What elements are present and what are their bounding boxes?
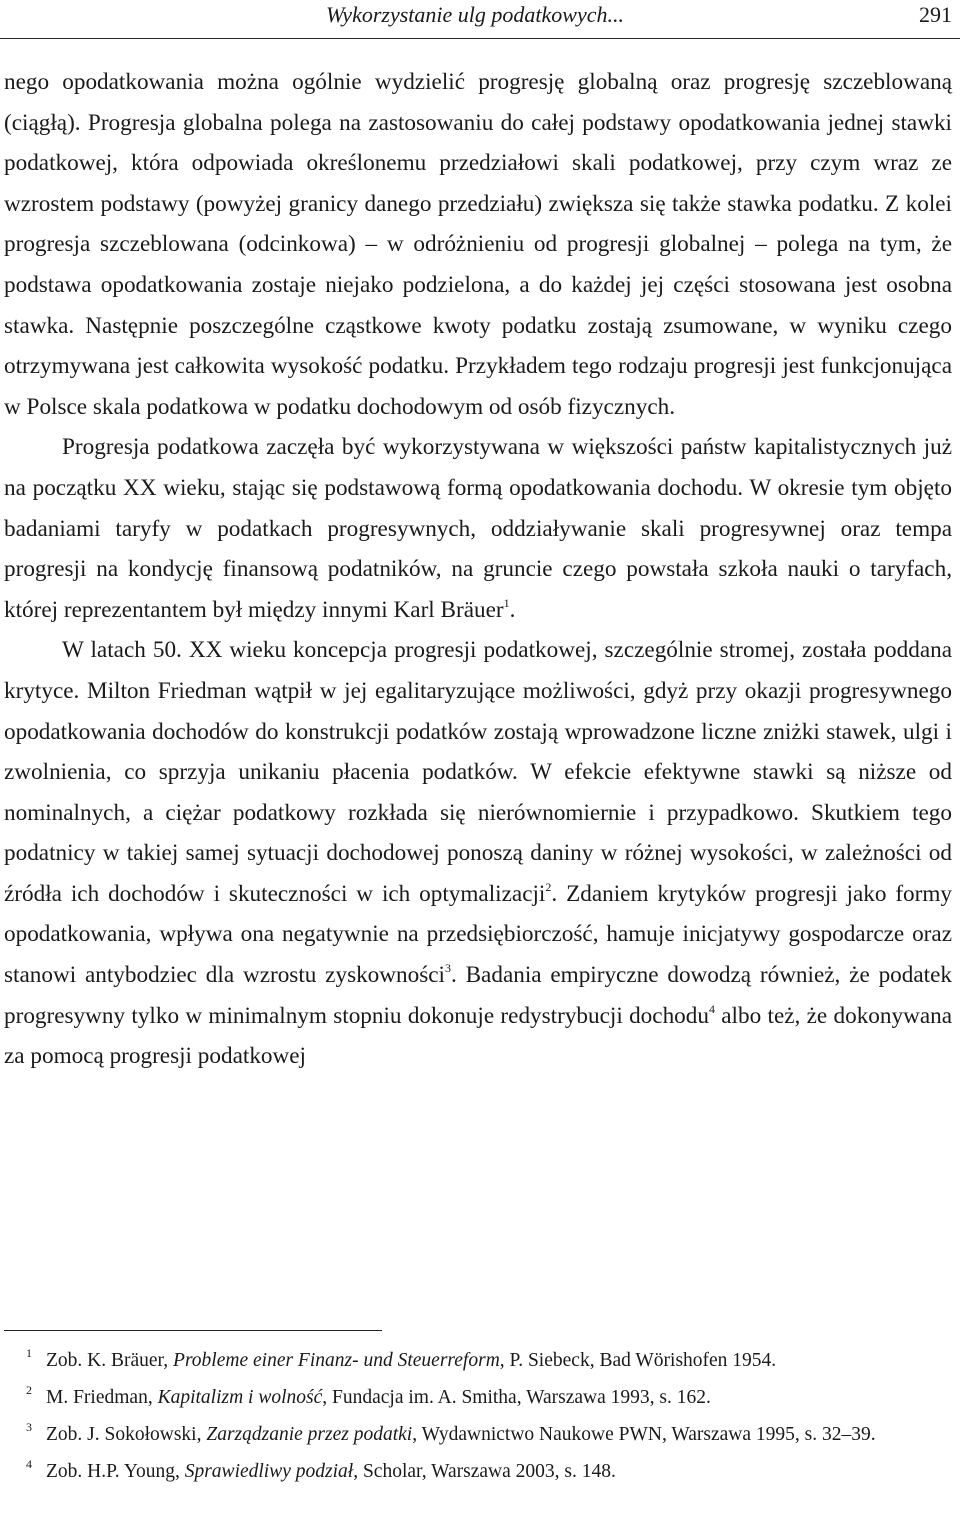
text-run: Progresja podatkowa zaczęła być wykorzystywana w większości państw kapitalistycznych już na początku XX wieku, stając się podstawową formą opodatkowania dochodu. W okresie tym objęto badaniami taryfy w podatkach progresywnych, oddziaływanie skali progresywnej oraz tempa progresji na kondycję finansową podatników, na gruncie czego powstała szkoła nauki o taryfach, której reprezentantem był między innymi Karl Bräuer <box>4 434 952 623</box>
footnote-title: Sprawiedliwy podział <box>184 1461 354 1482</box>
footnote-title: Kapitalizm i wolność <box>157 1387 323 1408</box>
text-run: albo też, że dokonywana za pomocą progresji podatkowej <box>4 1002 953 1070</box>
footnote-text: , Fundacja im. A. Smitha, Warszawa 1993, s. 162. <box>322 1387 711 1408</box>
footnote-1 <box>4 1346 952 1376</box>
footnote-ref-4[interactable]: 4 <box>708 1001 715 1016</box>
paragraph <box>4 62 952 427</box>
footnote-4 <box>4 1457 952 1487</box>
footnote-number: 4 <box>26 1456 32 1471</box>
footnote-number: 2 <box>26 1382 32 1397</box>
footnote-title: Probleme einer Finanz- und Steuerreform <box>173 1350 500 1371</box>
footnote-ref-1[interactable]: 1 <box>503 595 510 610</box>
footnote-number: 3 <box>26 1419 32 1434</box>
text-run: W latach 50. XX wieku koncepcja progresji podatkowej, szczególnie stromej, została poddana krytyce. Milton Friedman wątpił w jej egalitaryzujące możliwości, gdyż przy okazji progresywnego opodatkowania dochodów do konstrukcji podatków zostają wprowadzone liczne zniżki stawek, ulgi i zwolnienia, co sprzyja unikaniu płacenia podatków. W efekcie efektywne stawki są niższe od nominalnych, a ciężar podatkowy rozkłada się nierównomiernie i przypadkowo. Skutkiem tego podatnicy w takiej samej sytuacji dochodowej ponoszą daniny w różnej wysokości, w zależności od źródła ich dochodów i skuteczności w ich optymalizacji <box>4 637 952 907</box>
footnote-ref-3[interactable]: 3 <box>444 961 451 976</box>
footnote-separator <box>4 1330 382 1331</box>
page-header <box>0 0 960 39</box>
footnote-text: , Wydawnictwo Naukowe PWN, Warszawa 1995, s. 32–39. <box>412 1424 876 1445</box>
footnote-2 <box>4 1383 952 1413</box>
footnote-text: Zob. J. Sokołowski, <box>46 1424 207 1445</box>
footnote-text: M. Friedman, <box>46 1387 158 1408</box>
footnote-number: 1 <box>26 1345 32 1360</box>
footnote-text: Zob. H.P. Young, <box>46 1461 185 1482</box>
paragraph <box>4 630 952 1077</box>
text-run: . Badania empiryczne dowodzą również, że podatek progresywny tylko w minimalnym stopniu dokonuje redystrybucji dochodu <box>4 962 952 1029</box>
paragraph <box>4 427 952 630</box>
text-run: . Zdaniem krytyków progresji jako formy opodatkowania, wpływa ona negatywnie na przedsiębiorczość, hamuje inicjatywy gospodarcze oraz stanowi antybodziec dla wzrostu zyskowności <box>4 880 952 989</box>
text-run: . <box>509 596 516 623</box>
footnote-3 <box>4 1420 952 1450</box>
footnote-text: Zob. K. Bräuer, <box>46 1350 174 1371</box>
running-title: Wykorzystanie ulg podatkowych... <box>326 2 624 27</box>
footnotes <box>4 1346 952 1494</box>
footnote-title: Zarządzanie przez podatki <box>206 1424 413 1445</box>
footnote-text: , P. Siebeck, Bad Wörishofen 1954. <box>499 1350 777 1371</box>
page-number: 291 <box>919 2 952 27</box>
text-run: nego opodatkowania można ogólnie wydzielić progresję globalną oraz progresję szczeblowaną (ciągłą). Progresja globalna polega na zastosowaniu do całej podstawy opodatkowania jednej stawki podatkowej, która odpowiada określonemu przedziałowi skali podatkowej, przy czym wraz ze wzrostem podstawy (powyżej granicy danego przedziału) zwiększa się także stawka podatku. Z kolei progresja szczeblowana (odcinkowa) – w odróżnieniu od progresji globalnej – polega na tym, że podstawa opodatkowania zostaje niejako podzielona, a do każdej jej części stosowana jest osobna stawka. Następnie poszczególne cząstkowe kwoty podatku zostają zsumowane, w wyniku czego otrzymywana jest całkowita wysokość podatku. Przykładem tego rodzaju progresji jest funkcjonująca w Polsce skala podatkowa w podatku dochodowym od osób fizycznych. <box>4 69 952 420</box>
footnote-ref-2[interactable]: 2 <box>545 880 552 895</box>
main-text <box>4 62 952 1077</box>
footnote-text: , Scholar, Warszawa 2003, s. 148. <box>353 1461 616 1482</box>
